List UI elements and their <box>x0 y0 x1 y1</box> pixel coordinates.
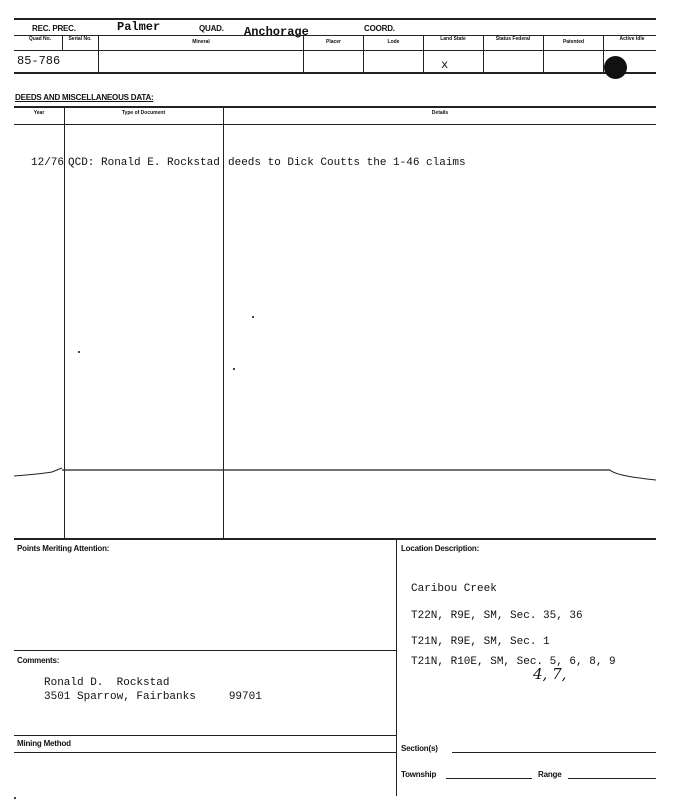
mining-method-underline <box>14 752 396 753</box>
location-description-label: Location Description: <box>401 544 480 553</box>
col-land-state: Land State <box>440 36 466 42</box>
header-bottom-rule <box>14 72 656 74</box>
comments-line-1: Ronald D. Rockstad <box>44 677 170 689</box>
comments-line-2: 3501 Sparrow, Fairbanks 99701 <box>44 691 262 703</box>
scan-speck <box>252 316 254 318</box>
header-column-rule-bottom <box>14 50 656 51</box>
col-divider <box>98 35 99 72</box>
deed-details: deeds to Dick Coutts the 1-46 claims <box>228 157 466 169</box>
section-line <box>452 752 656 753</box>
col-quad-no: Quad No. <box>28 36 52 42</box>
handwritten-sections: 4, 7, <box>533 665 567 683</box>
rec-prec-label: REC. PREC. <box>32 24 76 33</box>
location-line-2: T22N, R9E, SM, Sec. 35, 36 <box>411 610 583 622</box>
deed-type: QCD: Ronald E. Rockstad <box>68 157 220 169</box>
deeds-header-rule <box>14 124 656 125</box>
deed-year: 12/76 <box>31 157 65 169</box>
col-divider <box>363 35 364 72</box>
quad-label: QUAD. <box>199 24 224 33</box>
deeds-top-rule <box>14 106 656 108</box>
header-column-rule-top <box>14 35 656 36</box>
bottom-center-divider <box>396 538 397 796</box>
col-divider <box>543 35 544 72</box>
location-line-4: T21N, R10E, SM, Sec. 5, 6, 8, 9 <box>411 656 616 668</box>
col-divider <box>483 35 484 72</box>
deeds-bottom-rule <box>14 538 656 540</box>
col-status-federal: Status Federal <box>495 36 531 42</box>
coord-label: COORD. <box>364 24 395 33</box>
col-active-idle: Active Idle <box>619 36 645 42</box>
rec-prec-value: Palmer <box>117 20 161 34</box>
scan-speck <box>233 368 235 370</box>
land-state-mark: x <box>441 58 449 72</box>
col-mineral: Mineral <box>192 39 210 45</box>
col-patented: Patented <box>562 39 585 45</box>
location-line-3: T21N, R9E, SM, Sec. 1 <box>411 636 550 648</box>
location-line-1: Caribou Creek <box>411 583 497 595</box>
section-label: Section(s) <box>401 744 438 753</box>
col-divider <box>423 35 424 72</box>
points-meriting-attention-label: Points Meriting Attention: <box>17 544 110 553</box>
mining-method-rule <box>14 735 396 736</box>
scan-speck <box>78 351 80 353</box>
header-top-rule <box>14 18 656 20</box>
comments-rule <box>14 650 396 651</box>
col-type-of-document: Type of Document <box>121 110 166 116</box>
col-year: Year <box>33 110 45 116</box>
township-label: Township <box>401 770 437 779</box>
col-divider <box>62 35 63 50</box>
comments-label: Comments: <box>17 656 60 665</box>
col-details: Details <box>431 110 449 116</box>
fold-crease <box>0 460 678 490</box>
quad-no-value: 85-786 <box>17 54 61 68</box>
active-marker-dot <box>604 56 627 79</box>
range-line <box>568 778 656 779</box>
quad-value: Anchorage <box>244 25 309 39</box>
col-divider <box>303 35 304 72</box>
mining-method-label: Mining Method <box>17 739 71 748</box>
col-serial-no: Serial No. <box>68 36 92 42</box>
deeds-section-title: DEEDS AND MISCELLANEOUS DATA: <box>15 93 154 102</box>
range-label: Range <box>538 770 562 779</box>
scan-speck <box>14 797 16 799</box>
col-placer: Placer <box>325 39 341 45</box>
township-line <box>446 778 532 779</box>
col-lode: Lode <box>387 39 400 45</box>
